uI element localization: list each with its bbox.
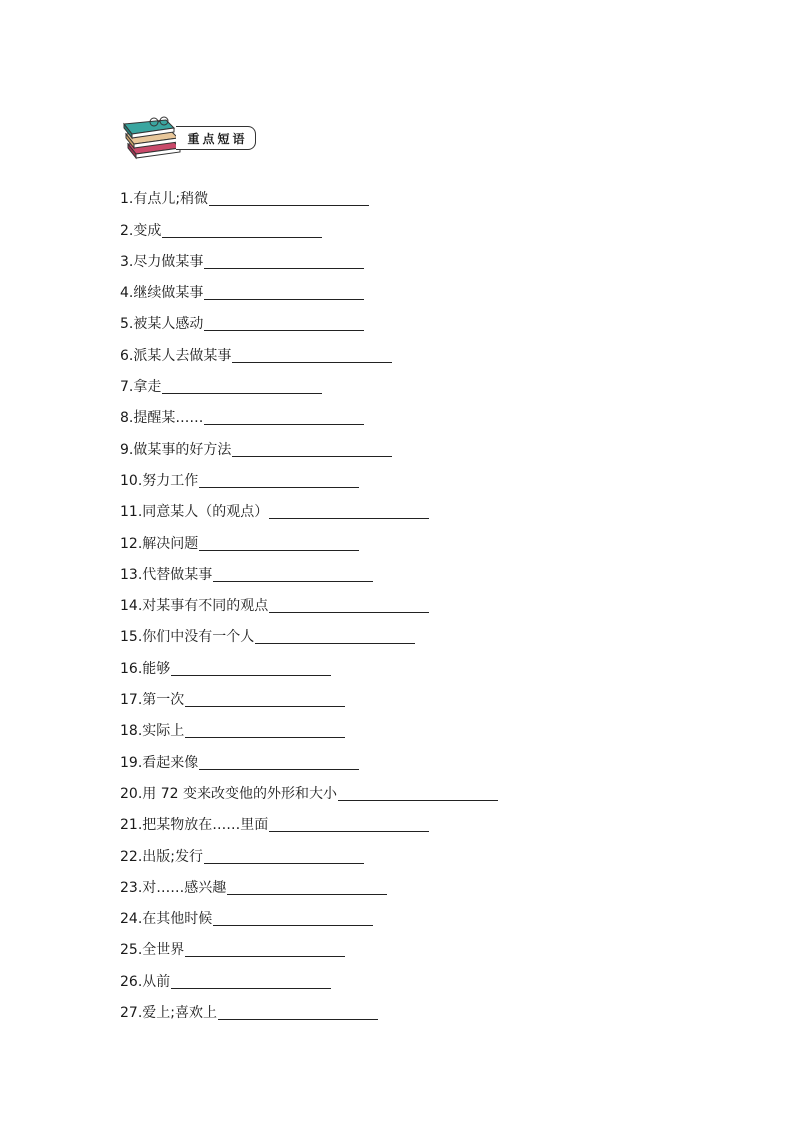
section-header xyxy=(120,114,256,160)
phrase-text: 7.拿走 xyxy=(120,379,162,396)
list-item xyxy=(120,996,498,1027)
list-item xyxy=(120,839,498,870)
list-item xyxy=(120,338,498,369)
list-item xyxy=(120,683,498,714)
phrase-text: 12.解决问题 xyxy=(120,535,199,552)
list-item xyxy=(120,401,498,432)
answer-blank[interactable] xyxy=(199,751,359,770)
phrase-text: 24.在其他时候 xyxy=(120,911,213,928)
answer-blank[interactable] xyxy=(199,532,359,551)
list-item xyxy=(120,808,498,839)
list-item xyxy=(120,276,498,307)
answer-blank[interactable] xyxy=(338,782,498,801)
phrase-text: 27.爱上;喜欢上 xyxy=(120,1005,217,1022)
phrase-text: 23.对……感兴趣 xyxy=(120,879,227,896)
answer-blank[interactable] xyxy=(185,688,345,707)
answer-blank[interactable] xyxy=(185,938,345,957)
phrase-text: 14.对某事有不同的观点 xyxy=(120,598,269,615)
phrase-text: 25.全世界 xyxy=(120,942,185,959)
phrase-text: 13.代替做某事 xyxy=(120,566,213,583)
answer-blank[interactable] xyxy=(209,187,369,206)
list-item xyxy=(120,245,498,276)
list-item xyxy=(120,620,498,651)
list-item xyxy=(120,777,498,808)
phrase-list xyxy=(120,182,498,1027)
answer-blank[interactable] xyxy=(162,219,322,238)
phrase-text: 8.提醒某…… xyxy=(120,410,204,427)
phrase-text: 20.用 72 变来改变他的外形和大小 xyxy=(120,785,337,802)
answer-blank[interactable] xyxy=(232,438,392,457)
phrase-text: 21.把某物放在……里面 xyxy=(120,817,269,834)
list-item xyxy=(120,307,498,338)
phrase-text: 5.被某人感动 xyxy=(120,316,204,333)
list-item xyxy=(120,651,498,682)
phrase-text: 1.有点儿;稍微 xyxy=(120,191,209,208)
answer-blank[interactable] xyxy=(213,907,373,926)
section-title: 重点短语 xyxy=(176,126,256,150)
list-item xyxy=(120,370,498,401)
phrase-text: 15.你们中没有一个人 xyxy=(120,629,255,646)
phrase-text: 17.第一次 xyxy=(120,692,185,709)
phrase-text: 26.从前 xyxy=(120,973,171,990)
phrase-text: 18.实际上 xyxy=(120,723,185,740)
list-item xyxy=(120,182,498,213)
phrase-text: 6.派某人去做某事 xyxy=(120,347,232,364)
answer-blank[interactable] xyxy=(204,406,364,425)
list-item xyxy=(120,464,498,495)
answer-blank[interactable] xyxy=(227,876,387,895)
list-item xyxy=(120,714,498,745)
answer-blank[interactable] xyxy=(269,594,429,613)
answer-blank[interactable] xyxy=(269,500,429,519)
list-item xyxy=(120,902,498,933)
phrase-text: 3.尽力做某事 xyxy=(120,253,204,270)
list-item xyxy=(120,933,498,964)
phrase-text: 19.看起来像 xyxy=(120,754,199,771)
list-item xyxy=(120,213,498,244)
list-item xyxy=(120,964,498,995)
answer-blank[interactable] xyxy=(204,281,364,300)
list-item xyxy=(120,745,498,776)
answer-blank[interactable] xyxy=(204,250,364,269)
phrase-text: 9.做某事的好方法 xyxy=(120,441,232,458)
list-item xyxy=(120,432,498,463)
answer-blank[interactable] xyxy=(269,813,429,832)
answer-blank[interactable] xyxy=(185,719,345,738)
phrase-text: 22.出版;发行 xyxy=(120,848,203,865)
phrase-text: 11.同意某人（的观点） xyxy=(120,504,269,521)
list-item xyxy=(120,558,498,589)
answer-blank[interactable] xyxy=(171,657,331,676)
list-item xyxy=(120,871,498,902)
phrase-text: 2.变成 xyxy=(120,222,162,239)
answer-blank[interactable] xyxy=(232,344,392,363)
answer-blank[interactable] xyxy=(199,469,359,488)
phrase-text: 10.努力工作 xyxy=(120,472,199,489)
answer-blank[interactable] xyxy=(204,312,364,331)
answer-blank[interactable] xyxy=(162,375,322,394)
list-item xyxy=(120,495,498,526)
answer-blank[interactable] xyxy=(171,970,331,989)
phrase-text: 16.能够 xyxy=(120,660,171,677)
answer-blank[interactable] xyxy=(204,845,364,864)
answer-blank[interactable] xyxy=(218,1001,378,1020)
answer-blank[interactable] xyxy=(255,625,415,644)
list-item xyxy=(120,526,498,557)
phrase-text: 4.继续做某事 xyxy=(120,285,204,302)
list-item xyxy=(120,589,498,620)
answer-blank[interactable] xyxy=(213,563,373,582)
